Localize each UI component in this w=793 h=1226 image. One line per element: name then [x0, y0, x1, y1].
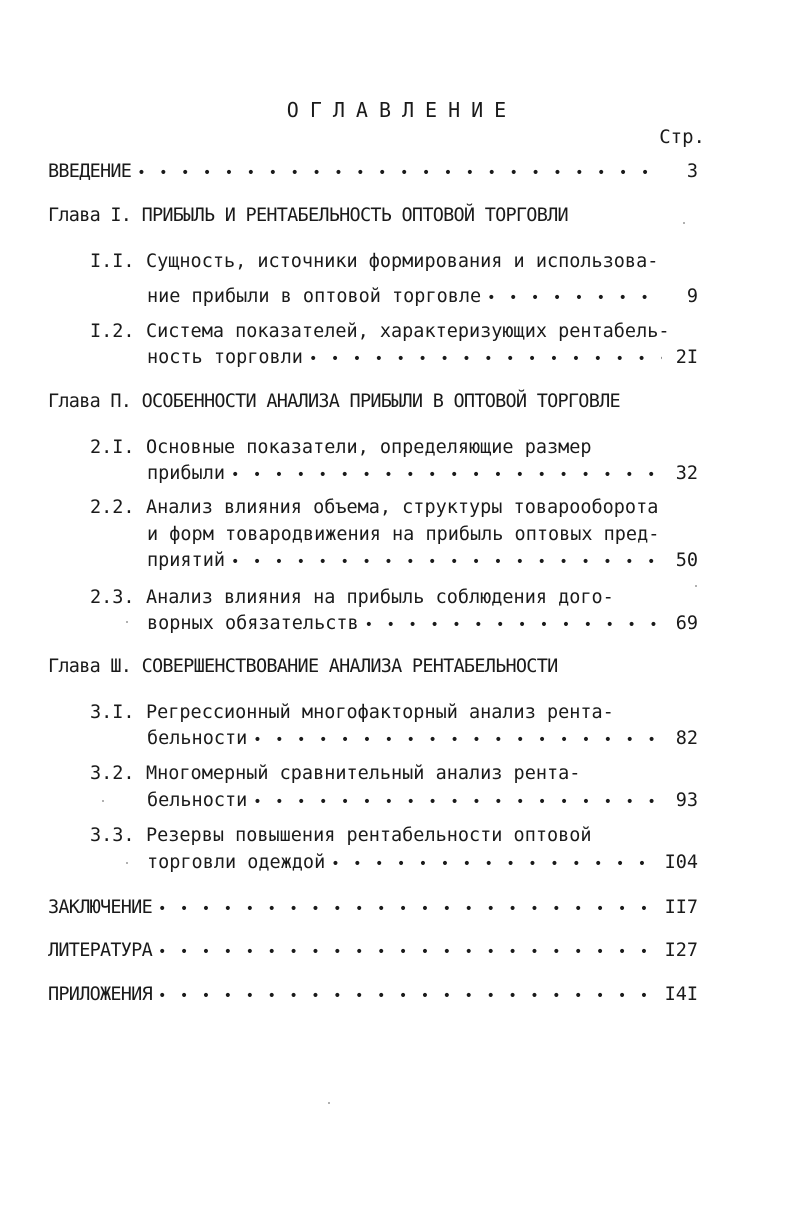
dot-leader — [158, 983, 657, 1008]
section-title-line1: Многомерный сравнительный анализ рента- — [146, 763, 581, 784]
entry-label: ЛИТЕРАТУРА — [48, 940, 152, 961]
section-title-line1: Сущность, источники формирования и использова- — [146, 251, 659, 272]
dot-leader — [158, 896, 657, 921]
section-number: 3.3. — [90, 825, 135, 846]
toc-entry-2-2-line2 — [147, 523, 698, 547]
dot-leader — [309, 346, 662, 371]
section-title-line2: ворных обязательств — [147, 613, 359, 634]
toc-entry-2-2-cont — [147, 549, 698, 573]
toc-entry-2-1-cont — [147, 462, 698, 486]
toc-entry-1-1-cont — [147, 285, 698, 309]
entry-page: 82 — [675, 728, 698, 749]
entry-page: I04 — [664, 852, 698, 873]
dot-leader — [231, 549, 662, 574]
dot-leader — [487, 285, 662, 310]
section-title-line2: ние прибыли в оптовой торговле — [147, 286, 482, 307]
section-number: I.I. — [90, 251, 135, 272]
entry-page: 32 — [675, 463, 698, 484]
scan-speck — [102, 800, 104, 802]
chapter-2-heading: Глава П. ОСОБЕННОСТИ АНАЛИЗА ПРИБЫЛИ В ОПТОВОЙ ТОРГОВЛЕ — [48, 391, 620, 412]
toc-entry-2-3 — [90, 586, 698, 610]
toc-entry-conclusion — [48, 896, 698, 920]
section-number: 3.2. — [90, 763, 135, 784]
entry-page: 93 — [675, 790, 698, 811]
page-column-label: Стр. — [659, 126, 705, 148]
scan-speck — [126, 621, 128, 623]
section-title-line2: бельности — [147, 728, 248, 749]
entry-page: I27 — [664, 940, 698, 961]
scan-speck — [328, 1102, 330, 1104]
section-title-line2: бельности — [147, 790, 248, 811]
dot-leader — [158, 939, 657, 964]
toc-entry-literature — [48, 939, 698, 963]
toc-entry-3-2 — [90, 762, 698, 786]
dot-leader — [137, 160, 662, 185]
toc-entry-3-3 — [90, 824, 698, 848]
entry-page: I4I — [664, 984, 698, 1005]
entry-label: ЗАКЛЮЧЕНИЕ — [48, 897, 152, 918]
dot-leader — [253, 727, 662, 752]
section-title-line1: Анализ влияния объема, структуры товарооборота — [146, 497, 659, 518]
toc-entry-intro — [48, 160, 698, 184]
toc-entry-2-2 — [90, 496, 698, 520]
entry-page: 50 — [675, 550, 698, 571]
dot-leader — [331, 851, 656, 876]
toc-entry-3-3-cont — [147, 851, 698, 875]
section-number: 2.3. — [90, 587, 135, 608]
scan-speck — [695, 585, 697, 587]
entry-label: ВВЕДЕНИЕ — [48, 161, 132, 182]
dot-leader — [231, 462, 662, 487]
toc-entry-3-2-cont — [147, 789, 698, 813]
toc-entry-3-1-cont — [147, 727, 698, 751]
section-number: 2.I. — [90, 437, 135, 458]
section-title-line2: прибыли — [147, 463, 225, 484]
toc-entry-appendix — [48, 983, 698, 1007]
entry-label: ПРИЛОЖЕНИЯ — [48, 984, 152, 1005]
section-title-line2: торговли одеждой — [147, 852, 326, 873]
entry-page: 69 — [675, 613, 698, 634]
section-title-line1: Основные показатели, определяющие размер — [146, 437, 592, 458]
toc-entry-1-2 — [90, 320, 698, 344]
section-number: I.2. — [90, 321, 135, 342]
toc-entry-1-1 — [90, 250, 698, 274]
page-title: ОГЛАВЛЕНИЕ — [286, 98, 518, 122]
section-title-line1: Анализ влияния на прибыль соблюдения дого- — [146, 587, 614, 608]
scan-speck — [126, 862, 128, 864]
entry-page: 3 — [686, 161, 698, 182]
toc-entry-2-1 — [90, 436, 698, 460]
section-title-line2: и форм товародвижения на прибыль оптовых пред- — [147, 524, 660, 545]
section-title-line1: Резервы повышения рентабельности оптовой — [146, 825, 592, 846]
section-title-line1: Регрессионный многофакторный анализ рента- — [146, 702, 614, 723]
section-number: 3.I. — [90, 702, 135, 723]
dot-leader — [253, 789, 662, 814]
scan-speck — [683, 222, 685, 224]
toc-entry-3-1 — [90, 701, 698, 725]
section-title-line1: Система показателей, характеризующих рентабель- — [146, 321, 670, 342]
toc-entry-2-3-cont — [147, 612, 698, 636]
toc-entry-1-2-cont — [147, 346, 698, 370]
dot-leader — [365, 612, 662, 637]
entry-page: II7 — [664, 897, 698, 918]
section-title-line2: ность торговли — [147, 347, 303, 368]
entry-page: 9 — [686, 286, 698, 307]
chapter-3-heading: Глава Ш. СОВЕРШЕНСТВОВАНИЕ АНАЛИЗА РЕНТАБЕЛЬНОСТИ — [48, 656, 558, 677]
section-title-line3: приятий — [147, 550, 225, 571]
chapter-1-heading: Глава I. ПРИБЫЛЬ И РЕНТАБЕЛЬНОСТЬ ОПТОВОЙ ТОРГОВЛИ — [48, 205, 568, 226]
entry-page: 2I — [675, 347, 698, 368]
section-number: 2.2. — [90, 497, 135, 518]
